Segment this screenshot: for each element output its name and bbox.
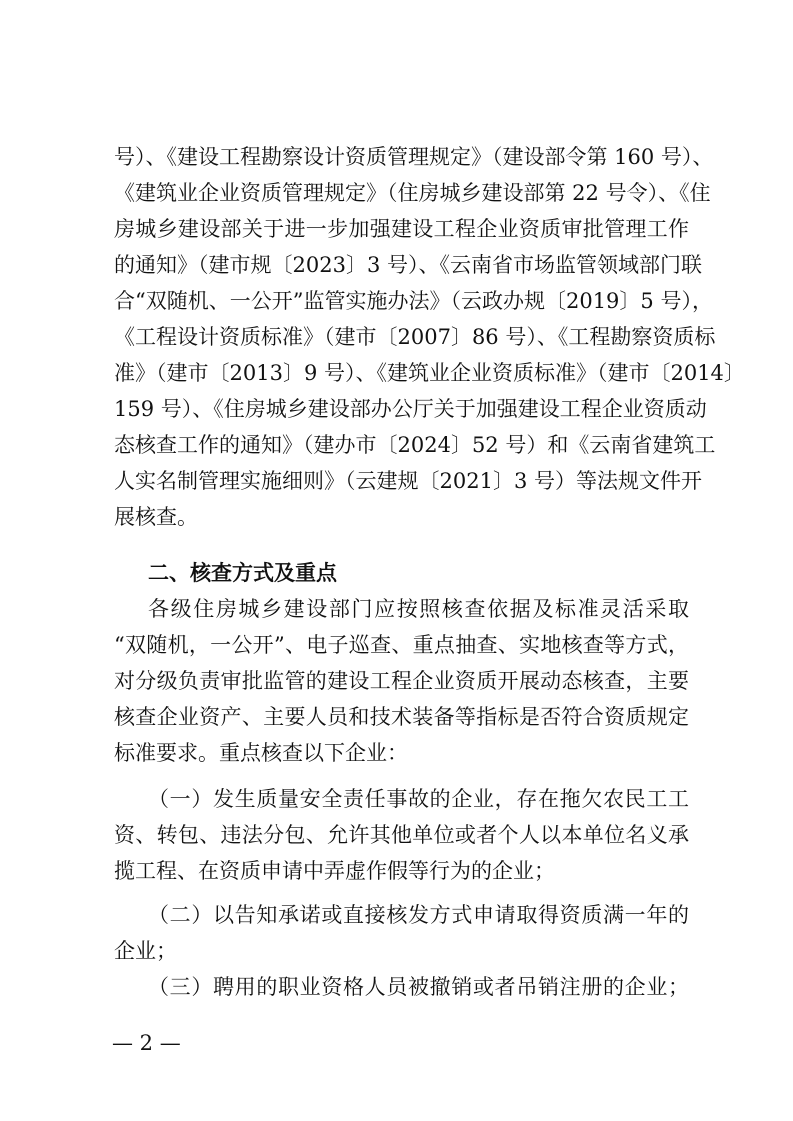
list-item-line: （三）聘用的职业资格人员被撤销或者吊销注册的企业； (148, 975, 689, 999)
page-number: — 2 — (112, 1031, 181, 1055)
paragraph-line: 展核查。 (114, 505, 198, 529)
paragraph-line: 159 号）、《住房城乡建设部办公厅关于加强建设工程企业资质动 (114, 397, 707, 421)
paragraph-line: 的通知》（建市规〔2023〕3 号）、《云南省市场监管领域部门联 (114, 253, 702, 277)
list-item-line: （一）发生质量安全责任事故的企业，存在拖欠农民工工 (148, 787, 689, 811)
list-item-line: 揽工程、在资质申请中弄虚作假等行为的企业； (114, 859, 555, 883)
paragraph-line: 对分级负责审批监管的建设工程企业资质开展动态核查，主要 (114, 669, 689, 693)
paragraph-line: 人实名制管理实施细则》（云建规〔2021〕3 号）等法规文件开 (114, 469, 702, 493)
list-item-line: 资、转包、违法分包、允许其他单位或者个人以本单位名义承 (114, 823, 689, 847)
paragraph-line: 各级住房城乡建设部门应按照核查依据及标准灵活采取 (148, 597, 689, 621)
paragraph-line: 核查企业资产、主要人员和技术装备等指标是否符合资质规定 (114, 705, 689, 729)
paragraph-line: 房城乡建设部关于进一步加强建设工程企业资质审批管理工作 (114, 217, 689, 241)
paragraph-line: 标准要求。重点核查以下企业： (114, 741, 408, 765)
list-item-line: 企业； (114, 939, 177, 963)
list-item-line: （二）以告知承诺或直接核发方式申请取得资质满一年的 (148, 903, 689, 927)
paragraph-line: 准》（建市〔2013〕9 号）、《建筑业企业资质标准》（建市〔2014〕 (114, 361, 745, 385)
section-heading: 二、核查方式及重点 (148, 561, 337, 585)
paragraph-line: 《建筑业企业资质管理规定》（住房城乡建设部第 22 号令）、《住 (114, 181, 711, 205)
paragraph-line: 《工程设计资质标准》（建市〔2007〕86 号）、《工程勘察资质标 (114, 325, 716, 349)
paragraph-line: 合“双随机、一公开”监管实施办法》（云政办规〔2019〕5 号）， (114, 289, 713, 313)
paragraph-line: 号）、《建设工程勘察设计资质管理规定》（建设部令第 160 号）、 (114, 145, 714, 169)
paragraph-line: 态核查工作的通知》（建办市〔2024〕52 号）和《云南省建筑工 (114, 433, 716, 457)
paragraph-line: “双随机，一公开”、电子巡查、重点抽查、实地核查等方式， (114, 633, 689, 657)
